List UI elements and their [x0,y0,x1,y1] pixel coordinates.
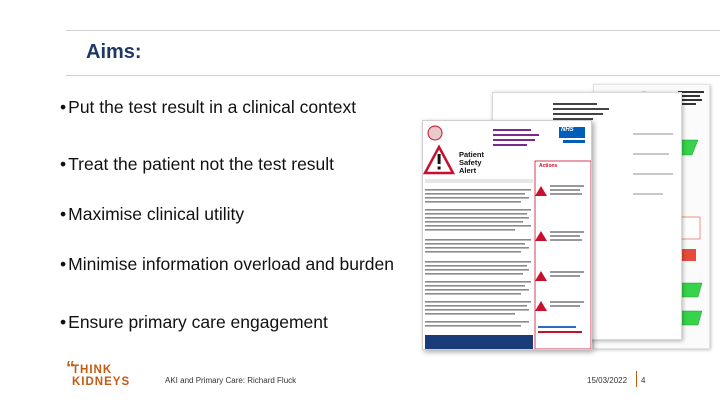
slide-title: Aims: [86,41,142,63]
alert-heading: Patient Safety Alert [459,150,485,175]
document-collage-image [418,84,710,354]
bullet-item: • Put the test result in a clinical context [60,97,357,117]
page-number: 4 [641,376,646,385]
actions-title: Actions [539,163,558,169]
bullet-item: • Minimise information overload and burden [60,254,395,274]
title-bar [66,30,720,76]
bullet-item: • Maximise clinical utility [60,204,245,224]
footer-title: AKI and Primary Care: Richard Fluck [165,376,297,385]
bullet-item: • Treat the patient not the test result [60,154,335,174]
footer-date: 15/03/2022 [587,376,628,385]
nhs-logo: NHS [561,127,574,133]
bullet-item: • Ensure primary care engagement [60,312,328,332]
think-kidneys-logo: “ THINK KIDNEYS [66,358,131,388]
patient-safety-alert-image [422,120,592,350]
footer-divider [636,371,637,387]
